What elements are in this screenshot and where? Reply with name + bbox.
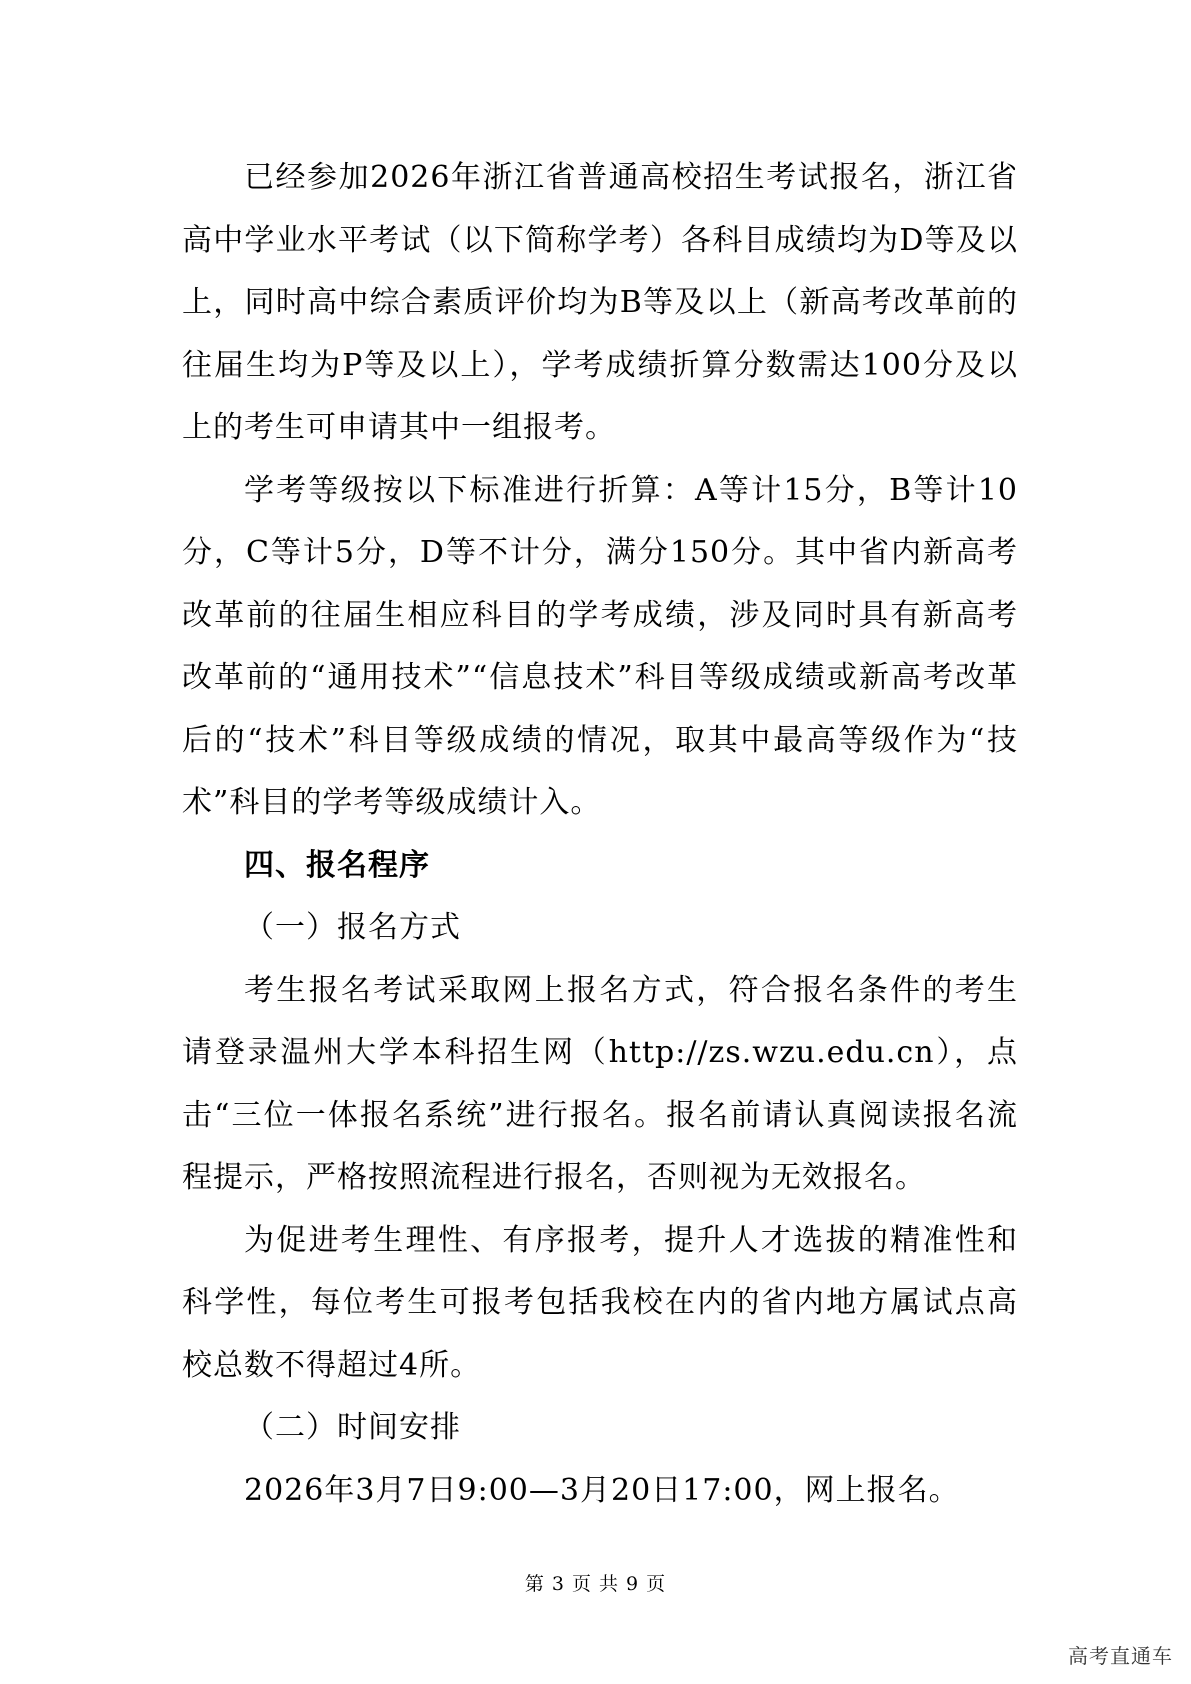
paragraph-score-conversion: 学考等级按以下标准进行折算：A等计15分，B等计10分，C等计5分，D等不计分，满分150分。其中省内新高考改革前的往届生相应科目的学考成绩，涉及同时具有新高考改革前的“通用技术”“信息技术”科目等级成绩或新高考改革后的“技术”科目等级成绩的情况，取其中最高等级作为“技术”科目的学考等级成绩计入。 bbox=[182, 472, 1018, 820]
paragraph-registration-dates: 2026年3月7日9:00—3月20日17:00，网上报名。 bbox=[244, 1472, 960, 1508]
section-heading-registration-procedure: 四、报名程序 bbox=[244, 847, 430, 883]
page-number-footer: 第 3 页 共 9 页 bbox=[524, 1573, 667, 1595]
paragraph-online-registration: 考生报名考试采取网上报名方式，符合报名条件的考生请登录温州大学本科招生网（http://zs.wzu.edu.cn），点击“三位一体报名系统”进行报名。报名前请认真阅读报名流程提示，严格按照流程进行报名，否则视为无效报名。 bbox=[182, 972, 1018, 1195]
document-body bbox=[182, 147, 1018, 1522]
subheading-registration-method: （一）报名方式 bbox=[244, 910, 461, 945]
subheading-schedule: （二）时间安排 bbox=[244, 1410, 461, 1445]
paragraph-application-limit: 为促进考生理性、有序报考，提升人才选拔的精准性和科学性，每位考生可报考包括我校在内的省内地方属试点高校总数不得超过4所。 bbox=[182, 1222, 1018, 1383]
watermark-text: 高考直通车 bbox=[1068, 1644, 1173, 1668]
paragraph-eligibility: 已经参加2026年浙江省普通高校招生考试报名，浙江省高中学业水平考试（以下简称学考）各科目成绩均为D等及以上，同时高中综合素质评价均为B等及以上（新高考改革前的往届生均为P等及以上），学考成绩折算分数需达100分及以上的考生可申请其中一组报考。 bbox=[182, 160, 1018, 445]
